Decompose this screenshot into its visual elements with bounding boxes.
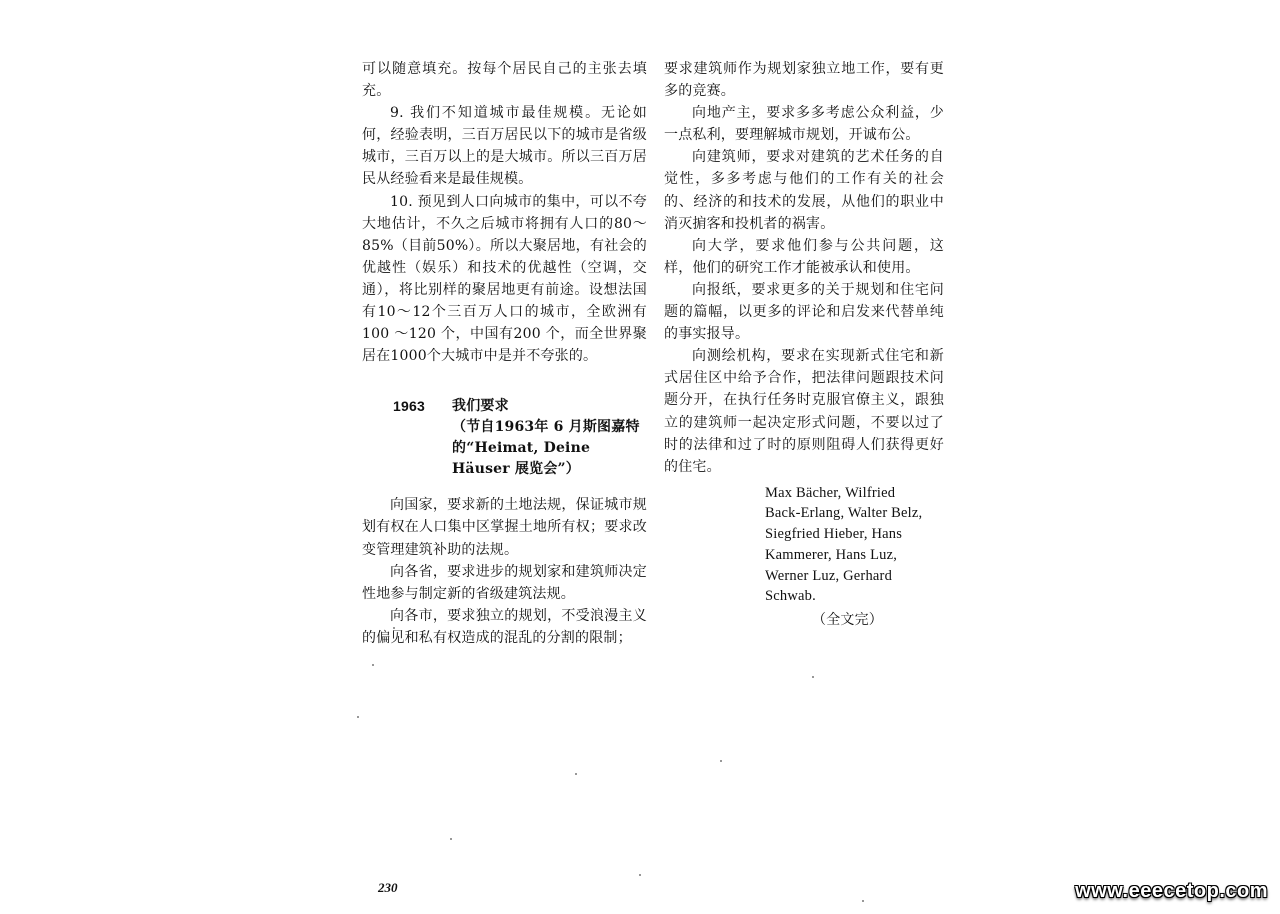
author-line: Kammerer, Hans Luz, <box>765 546 898 563</box>
demand-newspapers: 向报纸，要求更多的关于规划和住宅问题的篇幅，以更多的评论和启发来代替单纯的事实报导。 <box>664 281 944 343</box>
demand-landowners: 向地产主，要求多多考虑公众利益，少一点私利，要理解城市规划，开诚布公。 <box>664 105 944 144</box>
scan-speck <box>575 773 577 775</box>
scan-speck <box>639 874 641 876</box>
author-line: Werner Luz, Gerhard <box>765 567 893 584</box>
author-line: Siegfried Hieber, Hans <box>765 526 903 543</box>
paragraph-9: 9. 我们不知道城市最佳规模。无论如何，经验表明，三百万居民以下的城市是省级城市，三百万以上的是大城市。所以三百万居民从经验看来是最佳规模。 <box>362 105 647 188</box>
scan-speck <box>450 838 452 840</box>
demand-architects: 向建筑师，要求对建筑的艺术任务的自觉性，多多考虑与他们的工作有关的社会的、经济的和技术的发展，从他们的职业中消灭掮客和投机者的祸害。 <box>664 149 944 232</box>
watermark-logo: www.eeecetop.com <box>1075 880 1268 902</box>
author-line: Schwab. <box>765 588 816 605</box>
left-column <box>362 58 647 649</box>
scan-speck <box>372 664 374 666</box>
scan-speck <box>357 716 359 718</box>
scan-speck <box>812 676 814 678</box>
heading-year: 1963 <box>393 398 425 415</box>
heading-title: 我们要求 <box>452 398 509 415</box>
right-column <box>664 58 944 631</box>
demand-state: 向国家，要求新的土地法规，保证城市规划有权在人口集中区掌握土地所有权；要求改变管理建筑补助的法规。 <box>362 497 647 558</box>
section-heading <box>362 395 647 478</box>
demand-provinces: 向各省，要求进步的规划家和建筑师决定性地参与制定新的省级建筑法规。 <box>362 563 647 602</box>
demand-cities: 向各市，要求独立的规划，不受浪漫主义的偏见和私有权造成的混乱的分割的限制； <box>362 607 647 646</box>
author-line: Max Bächer, Wilfried <box>765 484 896 501</box>
author-list <box>765 483 944 607</box>
demand-surveying: 向测绘机构，要求在实现新式住宅和新式居住区中给予合作，把法律问题跟技术问题分开，在执行任务时克服官僚主义，跟独立的建筑师一起决定形式问题，不要以过了时的法律和过了时的原则阻碍人们获得更好的住宅。 <box>664 348 944 475</box>
paragraph-cont-right: 要求建筑师作为规划家独立地工作，要有更多的竞赛。 <box>664 61 944 100</box>
scan-speck <box>393 627 395 629</box>
demands-left <box>362 494 647 649</box>
end-note: （全文完） <box>812 612 883 628</box>
author-line: Back-Erlang, Walter Belz, <box>765 505 923 522</box>
scan-speck <box>862 900 864 902</box>
paragraph-cont: 可以随意填充。按每个居民自己的主张去填充。 <box>362 61 647 100</box>
page-number: 230 <box>378 880 398 895</box>
heading-source: （节自1963年 6 月斯图嘉特的“Heimat, Deine Häuser 展览会”） <box>452 419 640 478</box>
paragraph-10: 10. 预见到人口向城市的集中，可以不夸大地估计，不久之后城市将拥有人口的80～85%（目前50%）。所以大聚居地，有社会的优越性（娱乐）和技术的优越性（空调，交通），将比别样的聚居地更有前途。设想法国有10～12个三百万人口的城市，全欧洲有100 ～120 个，中国有200 个，而全世界聚居在1000个大城市中是并不夸张的。 <box>362 193 647 365</box>
demand-universities: 向大学，要求他们参与公共问题，这样，他们的研究工作才能被承认和使用。 <box>664 237 944 276</box>
scan-speck <box>720 760 722 762</box>
